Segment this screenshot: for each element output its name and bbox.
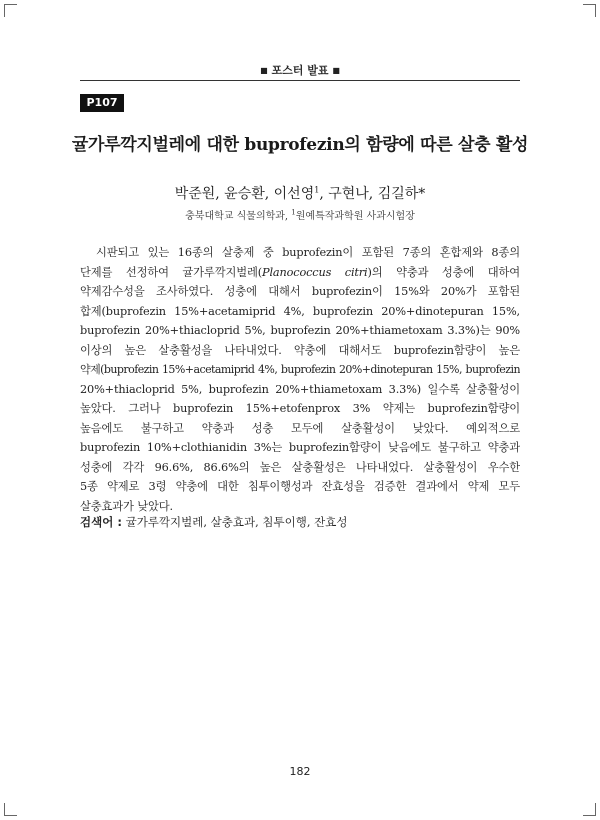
square-marker-icon: ■ xyxy=(260,66,268,75)
crop-mark-bottom-right xyxy=(583,803,596,816)
abstract-line: 살충효과가 낮았다. xyxy=(80,499,173,513)
abstract-line: 합제(buprofezin 15%+acetamiprid 4%, buprofezin 20%+dinotepuran 15%, xyxy=(80,304,520,318)
author-list xyxy=(40,183,560,203)
keywords-value: 귤가루깍지벌레, 살충효과, 침투이행, 잔효성 xyxy=(121,515,348,529)
abstract-line: 5종 약제로 3령 약충에 대한 침투이행성과 잔효성을 검증한 결과에서 약제 모두 xyxy=(80,480,520,493)
square-marker-icon: ■ xyxy=(332,66,340,75)
abstract-line: 약제감수성을 조사하였다. 성충에 대해서 buprofezin이 15%와 20%가 포함된 xyxy=(80,285,520,298)
abstract-line: 단제를 선정하여 귤가루깍지벌레(Planococcus citri)의 약충과 성충에 대하여 xyxy=(80,265,520,279)
keywords-label: 검색어 : xyxy=(80,515,122,529)
abstract-line: buprofezin 10%+clothianidin 3%는 buprofezin함량이 낮음에도 불구하고 약충과 xyxy=(80,441,520,454)
abstract-line: 성충에 각각 96.6%, 86.6%의 높은 살충활성은 나타내었다. 살충활성이 우수한 xyxy=(80,460,520,474)
crop-mark-bottom-left xyxy=(4,803,17,816)
abstract-line: 약제(buprofezin 15%+acetamiprid 4%, buprofezin 20%+dinotepuran 15%, buprofezin xyxy=(80,363,520,376)
crop-mark-top-right xyxy=(583,4,596,17)
abstract-line: 이상의 높은 살충활성을 나타내었다. 약충에 대해서도 buprofezin함량이 높은 xyxy=(80,343,520,357)
abstract-line: 시판되고 있는 16종의 살충제 중 buprofezin이 포함된 7종의 혼합제와 8종의 xyxy=(96,246,520,259)
section-header-label: 포스터 발표 xyxy=(271,64,329,77)
abstract-line: 높음에도 불구하고 약충과 성충 모두에 살충활성이 낮았다. 예외적으로 xyxy=(80,421,520,435)
poster-id-badge: P107 xyxy=(80,94,124,112)
author-affil-marker: 1 xyxy=(314,185,320,195)
crop-mark-top-left xyxy=(4,4,17,17)
keywords xyxy=(80,514,520,530)
authors-rest: , 구현나, 김길하* xyxy=(319,186,426,202)
header-divider xyxy=(80,80,520,81)
affiliation xyxy=(40,207,560,222)
authors-main: 박준원, 윤승환, 이선영 xyxy=(174,186,315,202)
affiliation-part1: 충북대학교 식물의학과, xyxy=(185,211,292,222)
species-name: Planococcus citri xyxy=(262,265,368,279)
abstract-line: 높았다. 그러나 buprofezin 15%+etofenprox 3% 약제는 buprofezin함량이 xyxy=(80,402,520,415)
abstract-line: 20%+thiacloprid 5%, buprofezin 20%+thiametoxam 3.3%) 일수록 살충활성이 xyxy=(80,382,520,396)
abstract-body xyxy=(80,243,520,516)
page-number: 182 xyxy=(289,765,311,778)
abstract-line: buprofezin 20%+thiacloprid 5%, buprofezin 20%+thiametoxam 3.3%)는 90% xyxy=(80,324,520,337)
paper-title: 귤가루깍지벌레에 대한 buprofezin의 함량에 따른 살충 활성 xyxy=(71,135,529,155)
affiliation-marker: 1 xyxy=(291,208,296,217)
affiliation-part2: 원예특작과학원 사과시험장 xyxy=(295,211,415,222)
section-header xyxy=(0,62,600,78)
